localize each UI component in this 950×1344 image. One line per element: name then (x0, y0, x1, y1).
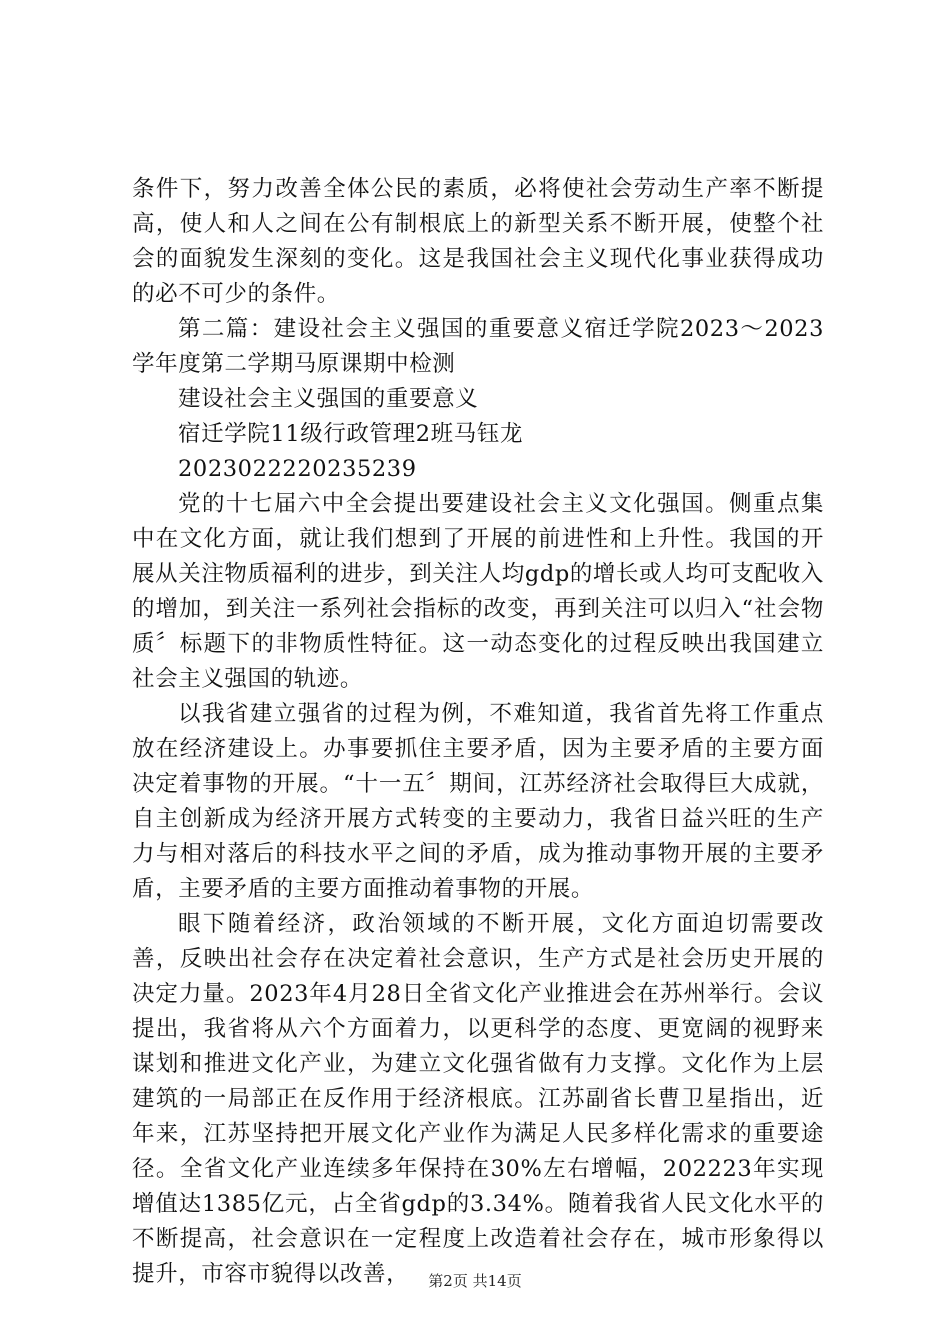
paragraph: 眼下随着经济，政治领域的不断开展，文化方面迫切需要改善，反映出社会存在决定着社会意识，生产方式是社会历史开展的决定力量。2023年4月28日全省文化产业推进会在苏州举行。会议提出，我省将从六个方面着力，以更科学的态度、更宽阔的视野来谋划和推进文化产业，为建立文化强省做有力支撑。文化作为上层建筑的一局部正在反作用于经济根底。江苏副省长曹卫星指出，近年来，江苏坚持把开展文化产业作为满足人民多样化需求的重要途径。全省文化产业连续多年保持在30%左右增幅，202223年实现增值达1385亿元，占全省gdp的3.34%。随着我省人民文化水平的不断提高，社会意识在一定程度上改造着社会存在，城市形象得以提升，市容市貌得以改善， (132, 911, 824, 1287)
student-id: 2023022220235239 (178, 456, 417, 482)
author-line: 宿迁学院11级行政管理2班马钰龙 (178, 421, 524, 447)
paragraph: 党的十七届六中全会提出要建设社会主义文化强国。侧重点集中在文化方面，就让我们想到了开展的前进性和上升性。我国的开展从关注物质福利的进步，到关注人均gdp的增长或人均可支配收入的增加，到关注一系列社会指标的改变，再到关注可以归入“社会物质〞标题下的非物质性特征。这一动态变化的过程反映出我国建立社会主义强国的轨迹。 (132, 491, 824, 692)
document-body (132, 172, 824, 1292)
paragraph: 以我省建立强省的过程为例，不难知道，我省首先将工作重点放在经济建设上。办事要抓住主要矛盾，因为主要矛盾的主要方面决定着事物的开展。“十一五〞期间，江苏经济社会取得巨大成就，自主创新成为经济开展方式转变的主要动力，我省日益兴旺的生产力与相对落后的科技水平之间的矛盾，成为推动事物开展的主要矛盾，主要矛盾的主要方面推动着事物的开展。 (132, 701, 824, 902)
page-footer: 第2页 共14页 (428, 1272, 522, 1290)
essay-title: 建设社会主义强国的重要意义 (178, 386, 479, 412)
section-heading: 第二篇：建设社会主义强国的重要意义宿迁学院2023～2023学年度第二学期马原课期中检测 (132, 316, 824, 377)
paragraph-continuation: 条件下，努力改善全体公民的素质，必将使社会劳动生产率不断提高，使人和人之间在公有制根底上的新型关系不断开展，使整个社会的面貌发生深刻的变化。这是我国社会主义现代化事业获得成功的必不可少的条件。 (132, 176, 824, 307)
